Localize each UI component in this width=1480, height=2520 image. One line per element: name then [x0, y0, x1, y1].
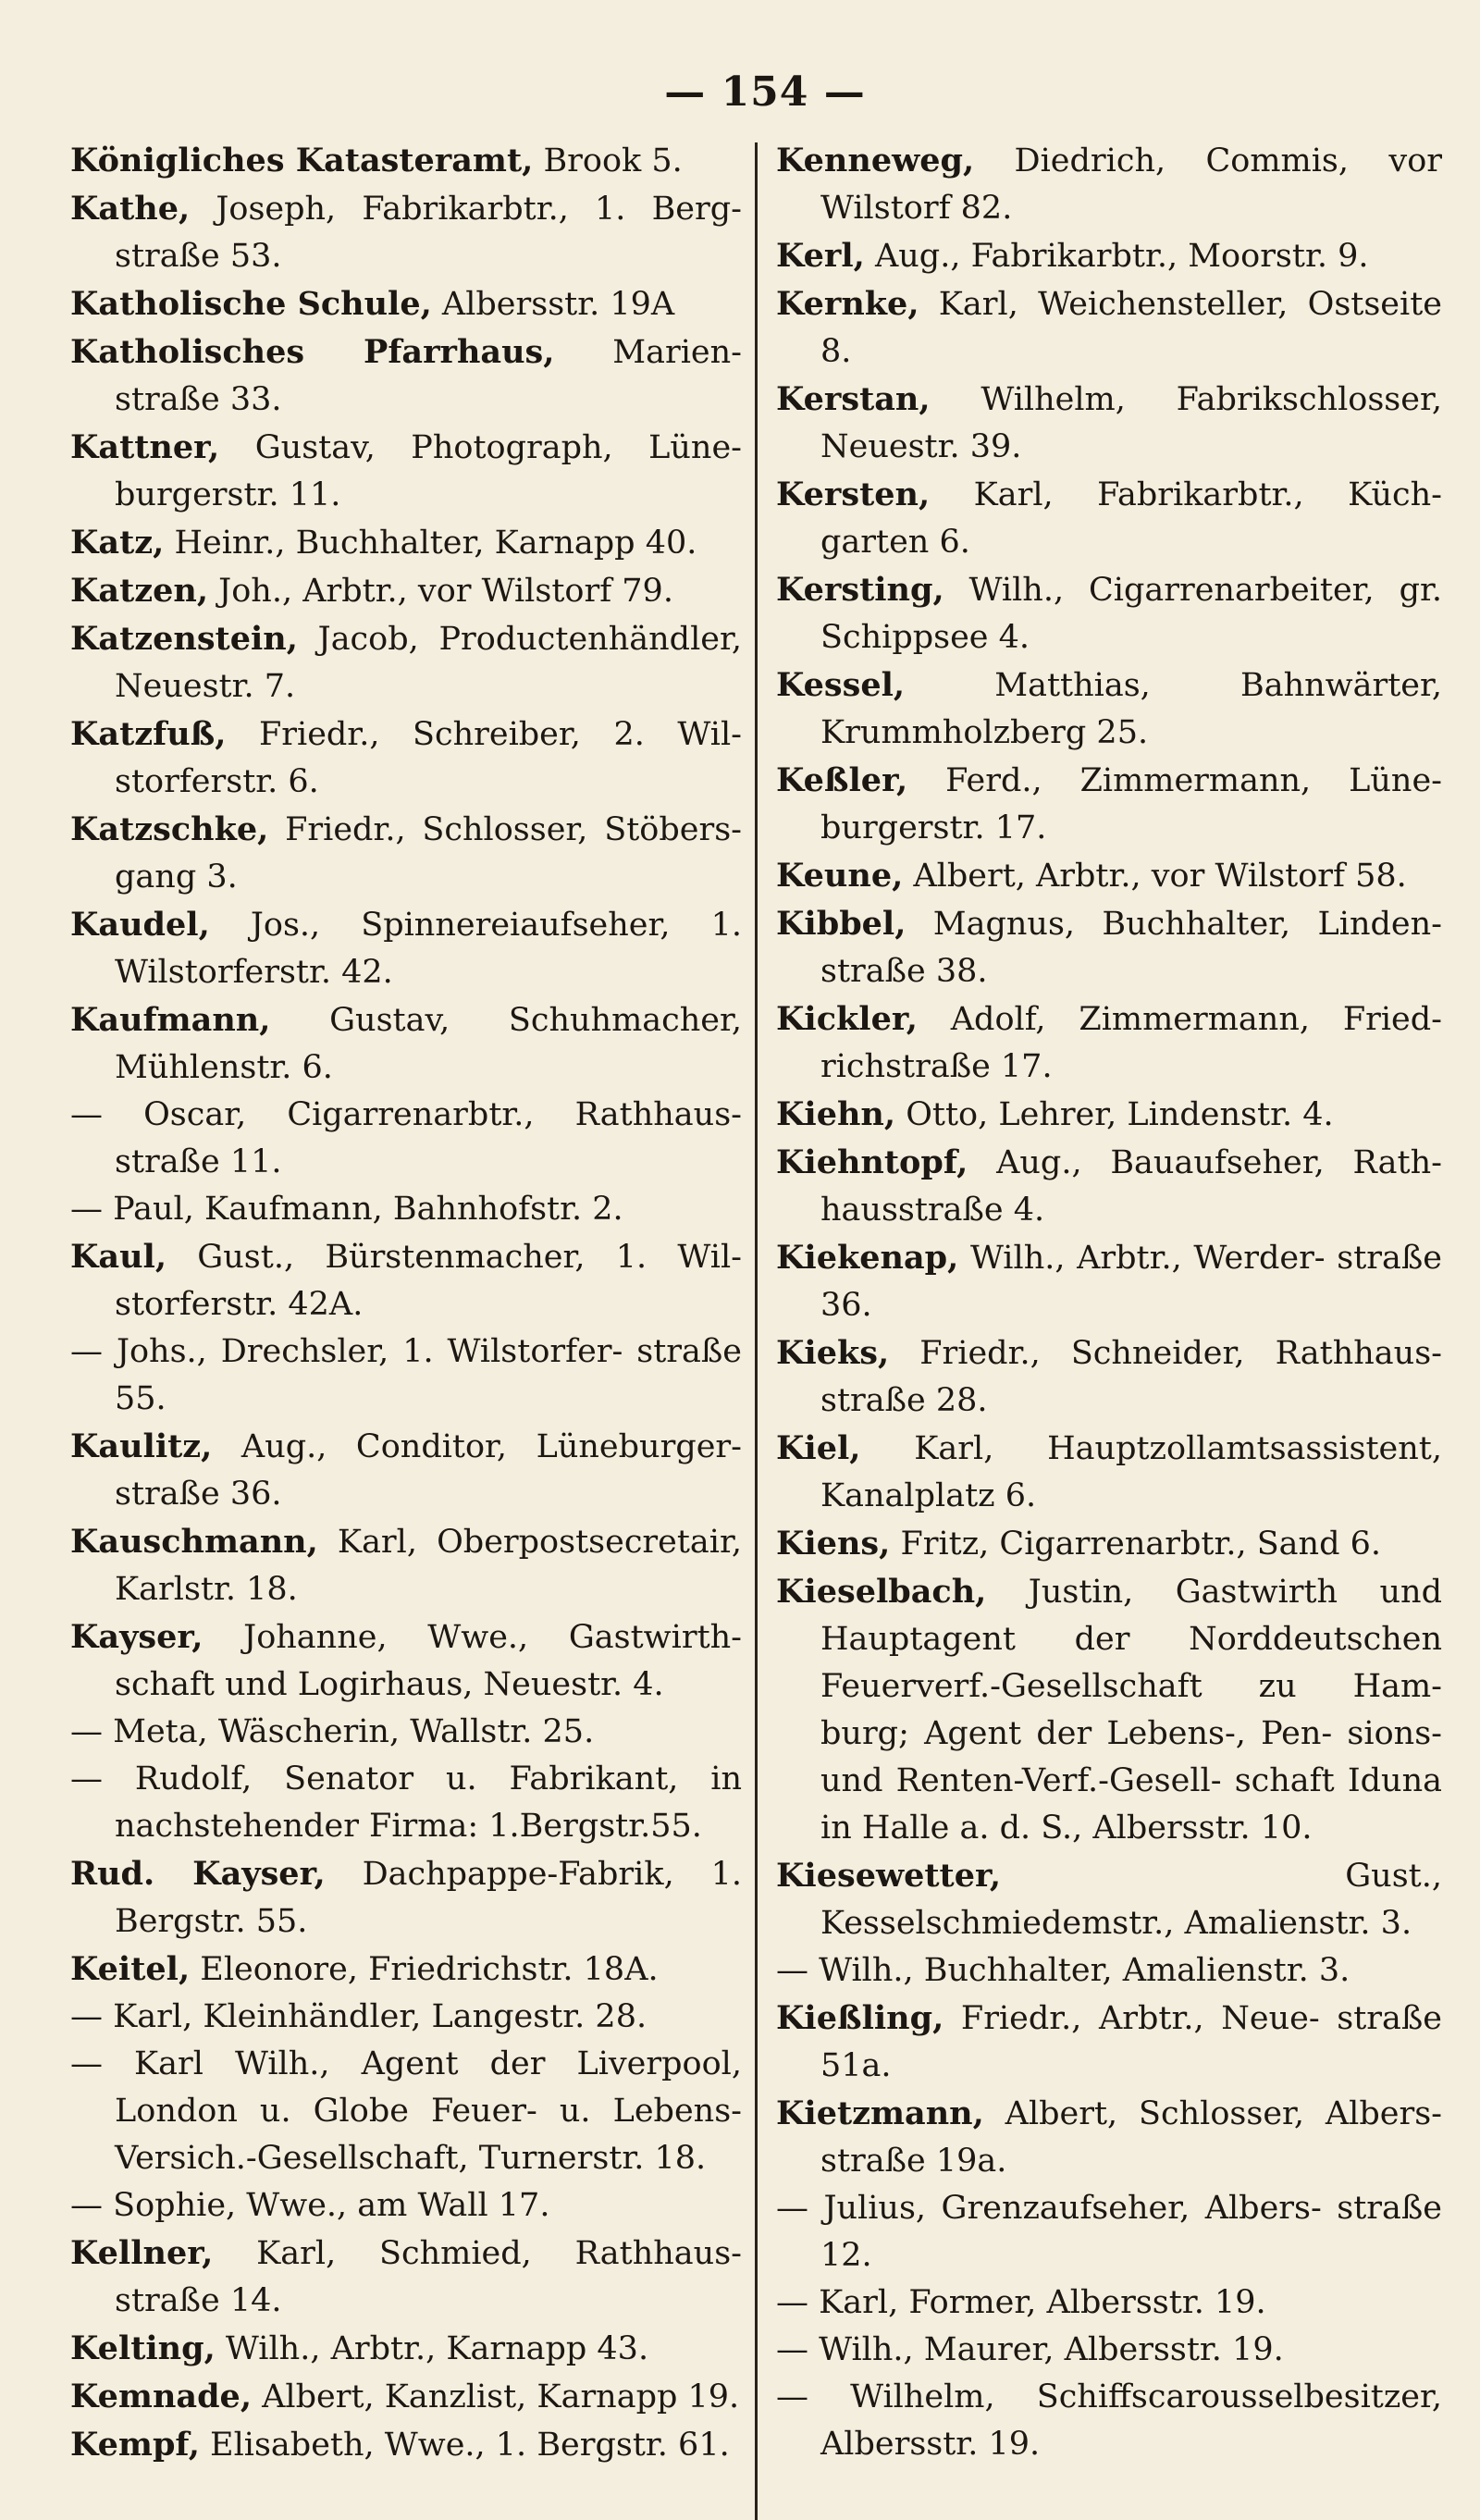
entry-name: Kauschmann,	[70, 1523, 318, 1561]
directory-entry	[776, 852, 1442, 900]
directory-entry	[776, 1852, 1442, 1947]
entry-name: Katholisches Pfarrhaus,	[70, 333, 555, 371]
directory-entry	[776, 566, 1442, 661]
entry-details: — Paul, Kaufmann, Bahnhofstr. 2.	[70, 1191, 623, 1228]
entry-name: Kenneweg,	[776, 142, 975, 179]
entry-name: Kaul,	[70, 1238, 167, 1276]
entry-name: Kiel,	[776, 1429, 861, 1467]
entry-name: Kieks,	[776, 1334, 890, 1372]
directory-entry	[70, 615, 742, 710]
entry-details: — Julius, Grenzaufseher, Albers- straße 12.	[776, 2190, 1442, 2274]
entry-details: — Meta, Wäscherin, Wallstr. 25.	[70, 1713, 595, 1750]
entry-details: — Karl, Former, Albersstr. 19.	[776, 2284, 1266, 2321]
directory-entry	[776, 1995, 1442, 2090]
entry-name: Kernke,	[776, 285, 919, 323]
entry-details: Magnus, Buchhalter, Linden- straße 38.	[820, 906, 1442, 990]
entry-name: Kaudel,	[70, 906, 210, 944]
directory-entry	[70, 1518, 742, 1613]
entry-name: Kiekenap,	[776, 1239, 959, 1277]
directory-entry	[70, 1946, 742, 1994]
entry-details: Friedr., Schreiber, 2. Wil- storferstr. 6.	[115, 716, 742, 800]
entry-details: Ferd., Zimmermann, Lüne- burgerstr. 17.	[820, 762, 1442, 846]
left-column	[70, 137, 755, 2469]
entry-details: Friedr., Arbtr., Neue- straße 51a.	[820, 2000, 1442, 2084]
entry-details: — Karl, Kleinhändler, Langestr. 28.	[70, 1998, 648, 2035]
entry-details: Aug., Fabrikarbtr., Moorstr. 9.	[864, 238, 1369, 275]
directory-entry	[70, 137, 742, 185]
directory-entry	[776, 1568, 1442, 1852]
entry-details: Heinr., Buchhalter, Karnapp 40.	[164, 525, 697, 562]
entry-details: Otto, Lehrer, Lindenstr. 4.	[895, 1096, 1334, 1133]
entry-details: — Wilhelm, Schiffscarousselbesitzer, Albersstr. 19.	[776, 2378, 1442, 2463]
entry-details: Karl, Weichensteller, Ostseite 8.	[820, 286, 1442, 370]
entry-details: Karl, Oberpostsecretair, Karlstr. 18.	[115, 1524, 742, 1608]
directory-entry	[776, 1091, 1442, 1139]
entry-details: Adolf, Zimmermann, Fried- richstraße 17.	[820, 1001, 1442, 1085]
directory-entry	[776, 2327, 1442, 2374]
entry-name: Katholische Schule,	[70, 285, 432, 323]
entry-details: — Wilh., Maurer, Albersstr. 19.	[776, 2331, 1284, 2368]
directory-entry	[70, 1994, 742, 2041]
directory-entry	[776, 376, 1442, 471]
entry-details: — Sophie, Wwe., am Wall 17.	[70, 2187, 550, 2224]
entry-name: Kerstan,	[776, 380, 931, 418]
entry-details: Wilh., Arbtr., Karnapp 43.	[215, 2330, 649, 2367]
entry-details: — Wilh., Buchhalter, Amalienstr. 3.	[776, 1952, 1350, 1989]
entry-name: Katzen,	[70, 572, 209, 610]
entry-details: Albert, Schlosser, Albers- straße 19a.	[820, 2095, 1442, 2180]
directory-entry	[70, 901, 742, 996]
entry-name: Kietzmann,	[776, 2094, 984, 2132]
entry-name: Kiehntopf,	[776, 1143, 968, 1181]
directory-entry	[776, 1234, 1442, 1329]
entry-details: Matthias, Bahnwärter, Krummholzberg 25.	[820, 667, 1442, 751]
directory-entry	[70, 185, 742, 280]
directory-entry	[70, 1092, 742, 1186]
entry-name: Kayser,	[70, 1618, 204, 1656]
entry-name: Kellner,	[70, 2234, 214, 2272]
directory-entry	[776, 1947, 1442, 1995]
directory-entry	[776, 995, 1442, 1091]
directory-entry	[70, 1328, 742, 1423]
directory-entry	[70, 1613, 742, 1709]
directory-entry	[776, 2374, 1442, 2468]
directory-entry	[70, 424, 742, 519]
entry-details: Albersstr. 19A	[431, 286, 675, 323]
directory-entry	[776, 1520, 1442, 1568]
entry-name: Kathe,	[70, 190, 191, 228]
directory-entry	[70, 519, 742, 567]
entry-details: Albert, Arbtr., vor Wilstorf 58.	[903, 858, 1407, 895]
entry-name: Kiens,	[776, 1525, 891, 1563]
entry-details: Karl, Schmied, Rathhaus- straße 14.	[115, 2235, 742, 2319]
entry-name: Kaufmann,	[70, 1001, 271, 1039]
entry-name: Kessel,	[776, 666, 906, 704]
directory-entry	[776, 757, 1442, 852]
entry-name: Katzfuß,	[70, 715, 227, 753]
directory-entry	[70, 1756, 742, 1850]
entry-details: Joh., Arbtr., vor Wilstorf 79.	[208, 573, 673, 610]
directory-entry	[776, 137, 1442, 232]
entry-details: Dachpappe-Fabrik, 1. Bergstr. 55.	[115, 1856, 742, 1940]
entry-details: Wilh., Arbtr., Werder- straße 36.	[820, 1240, 1442, 1324]
entry-name: Kattner,	[70, 428, 220, 466]
directory-entry	[70, 996, 742, 1092]
entry-name: Königliches Katasteramt,	[70, 142, 534, 179]
entry-details: Eleonore, Friedrichstr. 18A.	[190, 1951, 659, 1988]
directory-entry	[70, 328, 742, 424]
entry-details: Karl, Hauptzollamtsassistent, Kanalplatz 6.	[820, 1430, 1442, 1514]
entry-details: Gustav, Photograph, Lüne- burgerstr. 11.	[115, 429, 742, 513]
entry-details: Gust., Kesselschmiedemstr., Amalienstr. 3.	[820, 1858, 1442, 1942]
directory-entry	[776, 661, 1442, 757]
entry-name: Katzschke,	[70, 810, 269, 848]
right-column	[758, 137, 1442, 2468]
directory-entry	[776, 471, 1442, 566]
directory-entry	[70, 2421, 742, 2469]
entry-name: Keune,	[776, 857, 904, 895]
entry-details: — Johs., Drechsler, 1. Wilstorfer- straße 55.	[70, 1333, 742, 1417]
directory-entry	[776, 1329, 1442, 1425]
directory-entry	[70, 710, 742, 806]
entry-name: Kersten,	[776, 476, 931, 513]
entry-details: — Karl Wilh., Agent der Liverpool, London u. Globe Feuer- u. Lebens- Versich.-Gesellschaft, Turnerstr. 18.	[70, 2045, 742, 2177]
entry-details: Gust., Bürstenmacher, 1. Wil- storferstr. 42A.	[115, 1239, 742, 1323]
entry-details: Brook 5.	[533, 142, 683, 179]
entry-details: Justin, Gastwirth und Hauptagent der Norddeutschen Feuerverf.-Gesellschaft zu Ham- burg; Agent der Lebens-, Pen- sions- und Renten-Verf.-Gesell- schaft Iduna in Halle a. d. S., Albersstr. 10.	[820, 1574, 1442, 1847]
columns	[70, 137, 1460, 2520]
entry-details: Karl, Fabrikarbtr., Küch- garten 6.	[820, 476, 1442, 561]
directory-entry	[776, 2279, 1442, 2327]
entry-name: Kempf,	[70, 2426, 200, 2464]
entry-details: Wilh., Cigarrenarbeiter, gr. Schippsee 4.	[820, 572, 1442, 656]
entry-name: Kieselbach,	[776, 1573, 987, 1611]
directory-entry	[70, 1423, 742, 1518]
entry-details: Jacob, Productenhändler, Neuestr. 7.	[115, 621, 742, 705]
entry-name: Katz,	[70, 524, 165, 562]
entry-details: Diedrich, Commis, vor Wilstorf 82.	[820, 142, 1442, 227]
entry-details: Marien- straße 33.	[115, 334, 742, 418]
entry-details: Johanne, Wwe., Gastwirth- schaft und Logirhaus, Neuestr. 4.	[115, 1619, 742, 1703]
directory-entry	[70, 1186, 742, 1233]
entry-name: Keßler,	[776, 761, 908, 799]
directory-entry	[70, 567, 742, 615]
entry-details: Albert, Kanzlist, Karnapp 19.	[252, 2378, 740, 2415]
directory-entry	[70, 2182, 742, 2230]
directory-entry	[776, 280, 1442, 376]
directory-entry	[70, 1233, 742, 1328]
entry-details: Gustav, Schuhmacher, Mühlenstr. 6.	[115, 1002, 742, 1086]
entry-name: Kersting,	[776, 571, 944, 609]
directory-entry	[70, 1709, 742, 1756]
entry-name: Kaulitz,	[70, 1427, 213, 1465]
directory-entry	[776, 1139, 1442, 1234]
entry-details: Friedr., Schlosser, Stöbers- gang 3.	[115, 811, 742, 896]
directory-entry	[70, 2041, 742, 2182]
directory-entry	[70, 2325, 742, 2373]
entry-details: Wilhelm, Fabrikschlosser, Neuestr. 39.	[820, 381, 1442, 465]
page-number: — 154 —	[664, 68, 866, 116]
directory-entry	[70, 806, 742, 901]
directory-entry	[776, 2185, 1442, 2279]
entry-details: Joseph, Fabrikarbtr., 1. Berg- straße 53.	[115, 191, 742, 275]
directory-entry	[70, 280, 742, 328]
directory-entry	[70, 2230, 742, 2325]
entry-name: Kerl,	[776, 237, 865, 275]
directory-entry	[70, 1850, 742, 1946]
entry-details: — Oscar, Cigarrenarbtr., Rathhaus- straße 11.	[70, 1096, 742, 1180]
entry-name: Keitel,	[70, 1950, 191, 1988]
directory-entry	[70, 2373, 742, 2421]
entry-details: — Rudolf, Senator u. Fabrikant, in nachstehender Firma: 1.Bergstr.55.	[70, 1760, 742, 1845]
entry-name: Kibbel,	[776, 905, 906, 943]
entry-name: Kiesewetter,	[776, 1857, 1002, 1895]
directory-entry	[776, 900, 1442, 995]
directory-entry	[776, 232, 1442, 280]
entry-details: Aug., Conditor, Lüneburger- straße 36.	[115, 1428, 742, 1513]
entry-details: Aug., Bauaufseher, Rath- hausstraße 4.	[820, 1144, 1442, 1229]
entry-details: Friedr., Schneider, Rathhaus- straße 28.	[820, 1335, 1442, 1419]
entry-name: Katzenstein,	[70, 620, 298, 658]
entry-details: Fritz, Cigarrenarbtr., Sand 6.	[890, 1526, 1382, 1563]
entry-name: Rud. Kayser,	[70, 1855, 326, 1893]
directory-entry	[776, 1425, 1442, 1520]
directory-entry	[776, 2090, 1442, 2185]
entry-name: Kickler,	[776, 1000, 918, 1038]
entry-name: Kelting,	[70, 2329, 216, 2367]
entry-name: Kiehn,	[776, 1095, 896, 1133]
entry-details: Elisabeth, Wwe., 1. Bergstr. 61.	[199, 2427, 730, 2464]
entry-name: Kemnade,	[70, 2378, 253, 2415]
entry-details: Jos., Spinnereiaufseher, 1. Wilstorferstr. 42.	[115, 907, 742, 991]
entry-name: Kießling,	[776, 1999, 944, 2037]
